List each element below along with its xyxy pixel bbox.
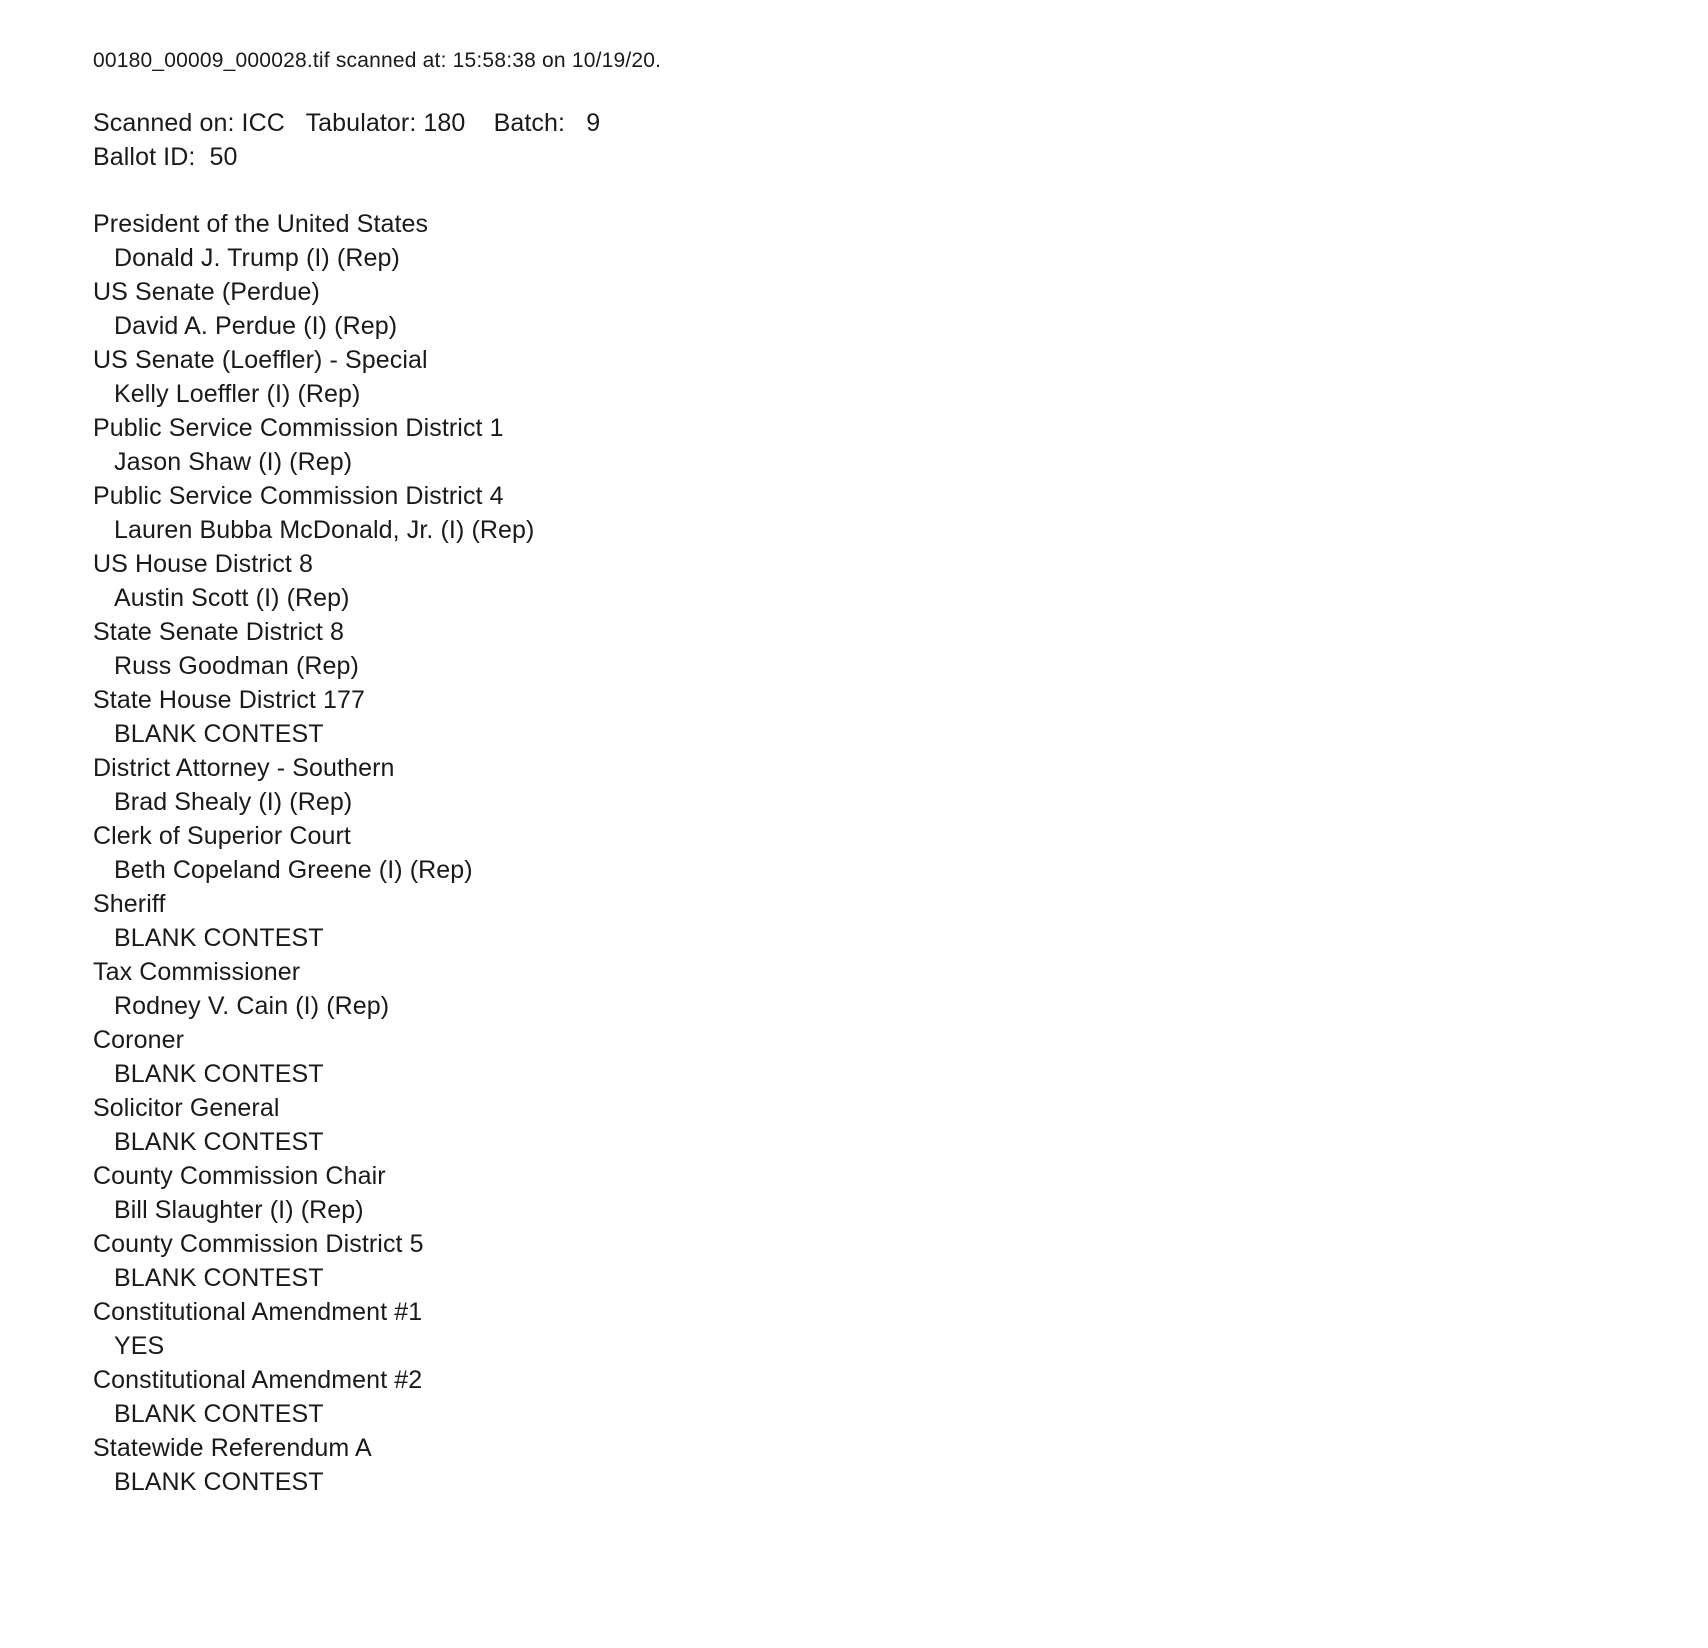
contest-row [93,615,1668,683]
contest-office: Public Service Commission District 4 [93,482,504,510]
contest-office: Public Service Commission District 1 [93,414,504,442]
contest-office: US Senate (Loeffler) - Special [93,346,428,374]
contest-selection: Donald J. Trump (I) (Rep) [114,244,400,272]
contest-selection: BLANK CONTEST [114,1128,324,1156]
contest-selection: BLANK CONTEST [114,1264,324,1292]
contest-row [93,411,1668,479]
contest-office: State House District 177 [93,686,365,714]
contest-office: District Attorney - Southern [93,754,395,782]
contest-row [93,819,1668,887]
contest-office: Clerk of Superior Court [93,822,351,850]
contest-selection: BLANK CONTEST [114,924,324,952]
contest-office: Constitutional Amendment #2 [93,1366,423,1394]
scan-filename-line: 00180_00009_000028.tif scanned at: 15:58:38 on 10/19/20. [93,49,662,72]
contest-office: US House District 8 [93,550,314,578]
contest-row [93,1295,1668,1363]
contest-selection: David A. Perdue (I) (Rep) [114,312,398,340]
contest-office: Constitutional Amendment #1 [93,1298,423,1326]
contest-row [93,1431,1668,1499]
contest-office: Solicitor General [93,1094,280,1122]
contest-row [93,683,1668,751]
contest-row [93,547,1668,615]
contest-row [93,955,1668,1023]
contest-row [93,275,1668,343]
contest-office: State Senate District 8 [93,618,345,646]
contest-selection: BLANK CONTEST [114,1468,324,1496]
contest-office: Sheriff [93,890,166,918]
contest-row [93,479,1668,547]
contest-office: Statewide Referendum A [93,1434,372,1462]
contest-selection: BLANK CONTEST [114,720,324,748]
contest-selection: Beth Copeland Greene (I) (Rep) [114,856,473,884]
contest-selection: Bill Slaughter (I) (Rep) [114,1196,364,1224]
contest-office: Coroner [93,1026,185,1054]
contest-row [93,887,1668,955]
contest-selection: Russ Goodman (Rep) [114,652,359,680]
contest-selection: Rodney V. Cain (I) (Rep) [114,992,390,1020]
contest-selection: Kelly Loeffler (I) (Rep) [114,380,361,408]
contest-selection: Brad Shealy (I) (Rep) [114,788,353,816]
contest-row [93,207,1668,275]
contest-row [93,1363,1668,1431]
contest-office: US Senate (Perdue) [93,278,320,306]
contest-row [93,751,1668,819]
contest-row [93,343,1668,411]
ballot-id-line: Ballot ID: 50 [93,143,238,171]
contest-selection: YES [114,1332,165,1360]
contest-selection: BLANK CONTEST [114,1400,324,1428]
scanner-info-line: Scanned on: ICC Tabulator: 180 Batch: 9 [93,109,601,137]
contest-office: County Commission District 5 [93,1230,424,1258]
contest-office: President of the United States [93,210,429,238]
contest-selection: Jason Shaw (I) (Rep) [114,448,353,476]
contest-row [93,1159,1668,1227]
contest-office: Tax Commissioner [93,958,301,986]
contest-row [93,1091,1668,1159]
contest-list [93,207,1668,1499]
contest-row [93,1227,1668,1295]
contest-selection: Austin Scott (I) (Rep) [114,584,350,612]
contest-selection: Lauren Bubba McDonald, Jr. (I) (Rep) [114,516,535,544]
contest-office: County Commission Chair [93,1162,386,1190]
contest-selection: BLANK CONTEST [114,1060,324,1088]
contest-row [93,1023,1668,1091]
